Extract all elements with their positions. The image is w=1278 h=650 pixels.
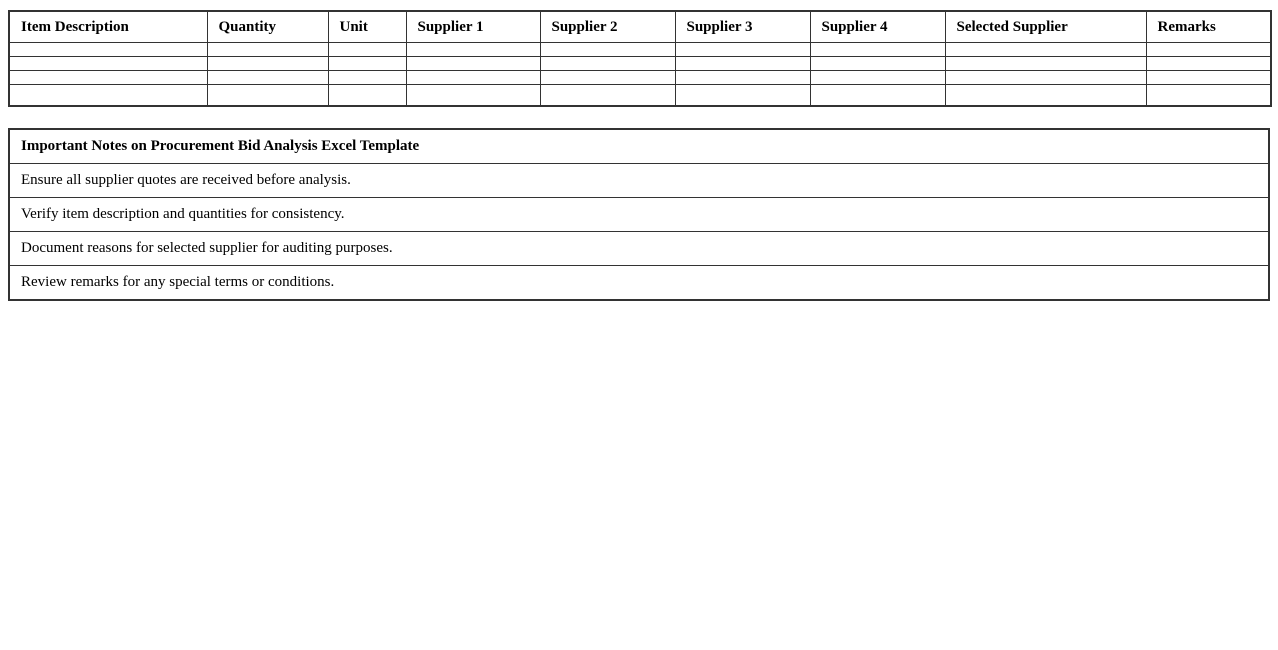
empty-cell [675,85,810,107]
empty-cell [406,57,540,71]
empty-cell [945,71,1146,85]
note-text: Review remarks for any special terms or conditions. [9,266,1269,301]
column-header-quantity: Quantity [207,11,328,43]
empty-cell [9,71,207,85]
empty-row [9,71,1271,85]
empty-cell [406,43,540,57]
note-row [9,232,1269,266]
empty-cell [406,71,540,85]
empty-row [9,43,1271,57]
empty-cell [810,85,945,107]
empty-cell [810,57,945,71]
empty-cell [1146,71,1271,85]
column-header-supplier-3: Supplier 3 [675,11,810,43]
empty-cell [207,43,328,57]
column-header-unit: Unit [328,11,406,43]
empty-cell [945,43,1146,57]
bid-header-row [9,11,1271,43]
page [8,10,1270,301]
empty-cell [540,43,675,57]
empty-cell [675,71,810,85]
column-header-supplier-2: Supplier 2 [540,11,675,43]
note-row [9,266,1269,301]
note-text: Document reasons for selected supplier for auditing purposes. [9,232,1269,266]
empty-cell [328,71,406,85]
note-text: Ensure all supplier quotes are received before analysis. [9,164,1269,198]
empty-cell [207,57,328,71]
note-row [9,164,1269,198]
empty-cell [945,85,1146,107]
empty-cell [328,85,406,107]
column-header-selected-supplier: Selected Supplier [945,11,1146,43]
empty-cell [810,43,945,57]
empty-cell [328,57,406,71]
empty-row [9,57,1271,71]
empty-cell [810,71,945,85]
notes-table [8,128,1270,301]
empty-cell [540,57,675,71]
notes-title: Important Notes on Procurement Bid Analysis Excel Template [9,129,1269,164]
column-header-supplier-4: Supplier 4 [810,11,945,43]
empty-cell [9,43,207,57]
empty-cell [328,43,406,57]
empty-cell [675,43,810,57]
empty-cell [9,85,207,107]
note-text: Verify item description and quantities for consistency. [9,198,1269,232]
note-row [9,198,1269,232]
empty-cell [207,71,328,85]
notes-title-row [9,129,1269,164]
empty-row [9,85,1271,107]
column-header-supplier-1: Supplier 1 [406,11,540,43]
empty-cell [1146,57,1271,71]
empty-cell [675,57,810,71]
empty-cell [1146,43,1271,57]
column-header-item-description: Item Description [9,11,207,43]
empty-cell [945,57,1146,71]
empty-cell [9,57,207,71]
bid-analysis-table [8,10,1272,107]
empty-cell [1146,85,1271,107]
empty-cell [540,71,675,85]
column-header-remarks: Remarks [1146,11,1271,43]
empty-cell [540,85,675,107]
empty-cell [207,85,328,107]
empty-cell [406,85,540,107]
